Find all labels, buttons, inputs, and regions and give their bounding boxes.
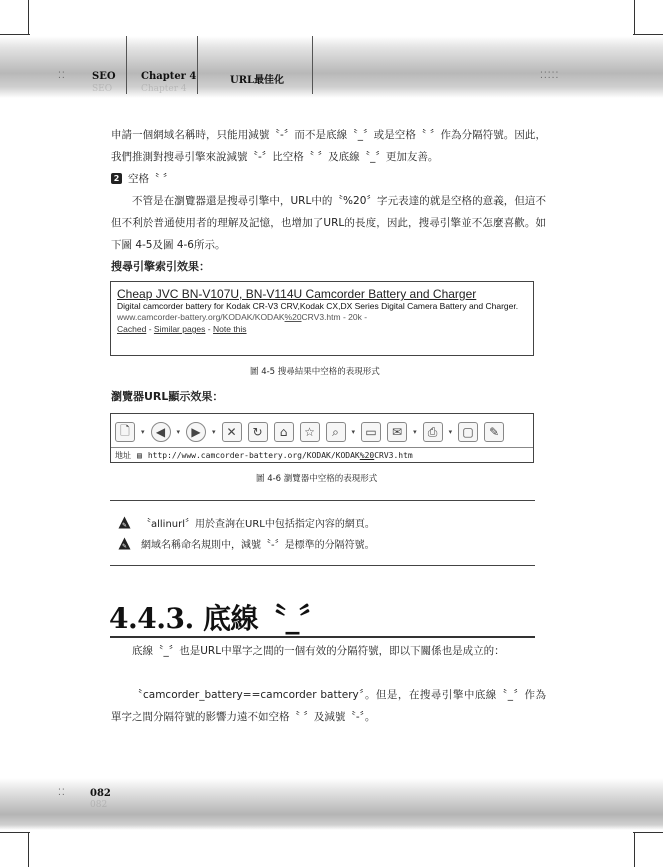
notes-top-rule: [110, 500, 535, 501]
stop-icon[interactable]: ✕: [222, 422, 242, 442]
address-label: 地址: [115, 450, 131, 460]
page-number: 082: [90, 788, 111, 799]
browser-toolbar-figure: [110, 413, 534, 463]
bullet-heading-space: [111, 168, 546, 190]
dropdown-arrow-icon[interactable]: ▾: [141, 428, 145, 436]
decorative-dots: ⁚⁚: [58, 788, 66, 798]
crop-mark: [634, 0, 635, 34]
print-icon[interactable]: ⎙: [423, 422, 443, 442]
tip-icon: [118, 537, 131, 550]
header-seo-shadow: SEO: [92, 84, 113, 94]
page-number-shadow: 082: [90, 800, 108, 810]
home-icon[interactable]: ⌂: [274, 422, 294, 442]
note-allinurl: ✎ 〝allinurl〞用於查詢在URL中包括指定內容的網頁。: [118, 515, 375, 530]
dropdown-arrow-icon[interactable]: ▾: [351, 428, 356, 436]
refresh-icon[interactable]: ↻: [248, 422, 268, 442]
search-result-title[interactable]: Cheap JVC BN-V107U, BN-V114U Camcorder Battery and Charger: [117, 287, 477, 301]
paragraph-space-encoding: 不管是在瀏覽器還是搜尋引擎中，URL中的〝%20〞字元表達的就是空格的意義，但這不但不利於普通使用者的理解及記憶，也增加了URL的長度，因此，搜尋引擎並不怎麼喜歡。如下圖 4-5及圖 4-6所示。: [111, 195, 546, 251]
decorative-dots: ⁚⁚: [58, 71, 66, 81]
address-url[interactable]: http://www.camcorder-battery.org/KODAK/KODAK%20CRV3.htm: [147, 450, 413, 460]
new-page-icon[interactable]: 🗋: [115, 422, 135, 442]
svg-text:✎: ✎: [121, 543, 128, 550]
dropdown-arrow-icon[interactable]: ▾: [448, 428, 453, 436]
paragraph-underscore-separator: 底線〝_〞也是URL中單字之間的一個有效的分隔符號，即以下關係也是成立的：: [132, 645, 505, 657]
similar-pages-link[interactable]: Similar pages: [153, 324, 206, 334]
crop-mark: [28, 0, 29, 34]
crop-mark: [634, 833, 635, 867]
crop-mark: [0, 832, 30, 833]
mail-icon[interactable]: ✉: [387, 422, 407, 442]
search-result-figure: [110, 281, 534, 356]
notes-bottom-rule: [110, 565, 535, 566]
number-badge: 2: [111, 173, 122, 184]
label-browser-url-effect: 瀏覽器URL顯示效果：: [111, 390, 224, 403]
edit-icon[interactable]: ✎: [484, 422, 504, 442]
search-result-description: Digital camcorder battery for Kodak CR-V3 CRV,Kodak CX,DX Series Digital Camera Battery and Charger.: [117, 301, 519, 311]
paragraph-domain-hyphen: 申請一個網域名稱時，只能用減號〝-〞而不是底線〝_〞或是空格〝 〞作為分隔符號。因此，我們推測對搜尋引擎來說減號〝-〞比空格〝 〞及底線〝_〞更加友善。: [111, 129, 546, 163]
header-chapter-title: URL最佳化: [230, 75, 285, 86]
search-icon[interactable]: ⌕: [326, 422, 346, 442]
crop-mark: [28, 833, 29, 867]
crop-mark: [633, 832, 663, 833]
paragraph-underscore-influence: 〝camcorder_battery==camcorder battery〞。但是，在搜尋引擎中底線〝_〞作為單字之間分隔符號的影響力遠不如空格〝 〞及減號〝-〞。: [111, 689, 546, 723]
favorites-star-icon[interactable]: ☆: [300, 422, 320, 442]
back-icon[interactable]: ◀: [151, 422, 171, 442]
svg-text:✎: ✎: [121, 522, 128, 529]
figure-caption-4-6: 圖 4-6 瀏覽器中空格的表現形式: [256, 474, 378, 484]
decorative-dots: ⁚⁚⁚⁚⁚: [540, 71, 560, 81]
address-bar[interactable]: [111, 447, 533, 462]
search-result-url: www.camcorder-battery.org/KODAK/KODAK%20CRV3.htm - 20k -: [117, 312, 368, 322]
crop-mark: [633, 34, 663, 35]
page-icon: ▤: [137, 450, 142, 460]
section-title: 4.4.3. 底線〝_〞: [109, 602, 327, 635]
dropdown-arrow-icon[interactable]: ▾: [413, 428, 417, 436]
forward-icon[interactable]: ▶: [186, 422, 206, 442]
note-hyphen-standard: ✎ 網域名稱命名規則中，減號〝-〞是標準的分隔符號。: [118, 536, 375, 551]
header-seo: SEO: [92, 71, 116, 82]
cached-link[interactable]: Cached: [117, 324, 147, 334]
tip-icon: [118, 516, 131, 529]
crop-mark: [0, 34, 30, 35]
history-icon[interactable]: ▭: [361, 422, 381, 442]
note-this-link[interactable]: Note this: [213, 324, 247, 334]
figure-caption-4-5: 圖 4-5 搜尋結果中空格的表現形式: [250, 367, 380, 377]
dropdown-arrow-icon[interactable]: ▾: [176, 428, 181, 436]
bullet-heading-text: 空格〝 〞: [128, 173, 174, 185]
search-result-links: Cached - Similar pages - Note this: [117, 324, 247, 334]
header-chapter-shadow: Chapter 4: [141, 84, 187, 94]
header-chapter: Chapter 4: [141, 71, 197, 82]
section-title-rule: [110, 636, 535, 638]
label-search-index-effect: 搜尋引擎索引效果：: [111, 260, 210, 273]
window-icon[interactable]: ▢: [458, 422, 478, 442]
dropdown-arrow-icon[interactable]: ▾: [212, 428, 216, 436]
